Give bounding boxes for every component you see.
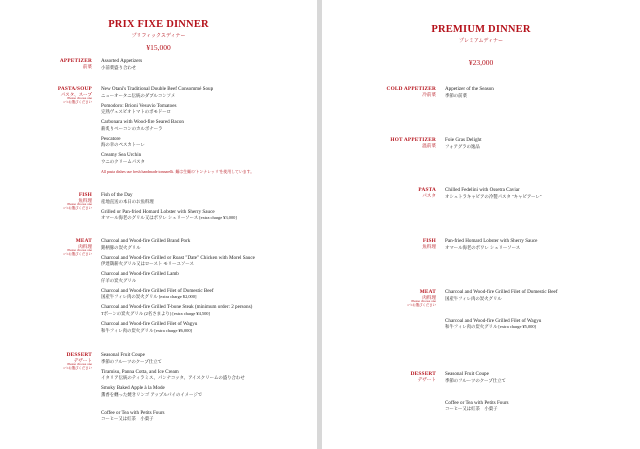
section-items [445, 371, 509, 416]
section-note: Please choose one 1つお選びください [407, 299, 436, 308]
section-label-jp: パスタ [422, 193, 436, 199]
dish-name-jp: オマール海老のポワレ シェリーソース [445, 244, 521, 250]
dish-name: Chilled Fedelini with Ossetra Caviar [445, 187, 520, 193]
dish-name-jp: 和牛フィレ肉の炭火グリル [extra charge ¥5,000] [445, 324, 537, 330]
dish-name: Seasonal Fruit Coupe [445, 371, 489, 377]
dish-name-jp: 季節の前菜 [445, 92, 467, 98]
section-label [0, 58, 92, 69]
dish-name: Charcoal and Wood-fire Grilled T-bone Steak (minimum order: 2 persons) [101, 304, 253, 311]
dish-name: Fish of the Day [101, 192, 133, 198]
section-label-en: APPETIZER [59, 58, 92, 64]
dish-name: Charcoal and Wood-fire Grilled Brand Pork [101, 238, 191, 244]
dish-name: Assorted Appetizers [101, 58, 143, 64]
dish-name: Creamy Sea Urchin [101, 152, 142, 159]
section-label-jp: 肉料理 [422, 295, 436, 301]
dish-name: Pescatore [101, 135, 121, 142]
dish-name: Coffee or Tea with Petits Fours [445, 399, 509, 406]
dish-name-jp: オマール海老のグリル又はポワレ シェリーソース [extra charge ¥3,000] [101, 215, 237, 221]
dish-name-jp: 仔羊の炭火グリル [101, 277, 137, 283]
section-items [101, 352, 245, 426]
menu-price: ¥15,000 [146, 43, 171, 52]
section-items [445, 238, 537, 255]
section-label [322, 289, 436, 308]
section-note: Please choose one 1つお選びください [63, 202, 92, 211]
section-label [322, 137, 436, 148]
dish-name-jp: ウニのクリームパスタ [101, 158, 145, 164]
dish-name-jp: Tボーンの炭火グリル (2名さまより) [extra charge ¥4,500] [101, 310, 210, 316]
dish-name: Tiramisu, Panna Cotta, and Ice Cream [101, 368, 179, 375]
dish-name-jp: 薫香を纏った焼きリンゴ アップルパイのイメージで [101, 391, 203, 397]
dish-name: Pomodoro: Brioni Vesuvio Tomatoes [101, 102, 177, 109]
dish-name: Charcoal and Wood-fire Grilled Filet of Domestic Beef [101, 287, 214, 294]
section-label [0, 352, 92, 371]
dish-name-jp: 銘柄豚の炭火グリル [101, 244, 141, 250]
section-label-en: FISH [422, 238, 436, 244]
section-label-en: PASTA/SOUP [57, 86, 92, 92]
section-label-jp: 魚料理 [78, 198, 92, 204]
dish-name-jp: 伊達鶏薪火グリル又はロースト モリーユソース [101, 261, 194, 267]
section-label [0, 238, 92, 257]
dish-name: Carbonara with Wood-fire Seared Bacon [101, 119, 184, 126]
dish-name-jp: 産地直送の本日のお魚料理 [101, 198, 154, 204]
dish-name-jp: 国産牛フィレ肉の炭火グリル [445, 295, 502, 301]
section-items [101, 86, 254, 180]
section-label-en: DESSERT [66, 352, 92, 358]
section-note: Please choose one 1つお選びください [63, 248, 92, 257]
dish-name-jp: ニューオータニ伝統のダブルコンソメ [101, 92, 176, 98]
dish-name-jp: イタリア伝統のティラミス、パンナコッタ、アイスクリームの盛り合わせ [101, 375, 245, 381]
menu-title: PRIX FIXE DINNER [108, 19, 209, 30]
section-note: Please choose one 1つお選びください [63, 362, 92, 371]
section-label [0, 192, 92, 211]
dish-name: Appetizer of the Season [445, 86, 494, 92]
prix-fixe-menu-page [0, 0, 317, 449]
section-items [101, 238, 255, 338]
dish-name-jp: 海の幸のペスカトーレ [101, 142, 145, 148]
section-label-jp: 冷前菜 [422, 92, 436, 98]
section-items [445, 86, 494, 103]
section-label-en: PASTA [418, 187, 436, 193]
dish-name-jp: コーヒー又は紅茶 小菓子 [445, 406, 498, 412]
dish-name-jp: 国産牛フィレ肉の炭火グリル [extra charge ¥2,000] [101, 294, 197, 300]
section-items [445, 289, 558, 334]
dish-name-jp: 薪炙りベーコンのカルボナーラ [101, 125, 163, 131]
dish-name: New Otani's Traditional Double Beef Consommé Soup [101, 86, 214, 92]
menu-subtitle: プリフィックスディナー [131, 34, 186, 39]
section-note: Please choose one 1つお選びください [63, 96, 92, 105]
section-label-en: MEAT [75, 238, 92, 244]
section-items [445, 187, 542, 204]
dish-name-jp: オシェトラキャビアの冷製パスタ "キャビアーレ" [445, 193, 542, 199]
section-label-jp: 肉料理 [78, 244, 92, 250]
premium-menu-page [322, 0, 640, 449]
section-label-en: FISH [78, 192, 92, 198]
section-label-jp: デザート [417, 377, 436, 383]
section-label [322, 86, 436, 97]
dish-name: Charcoal and Wood-fire Grilled or Roast "Date" Chicken with Morel Sauce [101, 254, 255, 261]
dish-name-jp: 小前菜盛り合わせ [101, 64, 137, 70]
section-label [322, 187, 436, 198]
dish-name: Charcoal and Wood-fire Grilled Filet of Wagyu [445, 317, 542, 324]
section-items [101, 58, 142, 75]
dish-name: Grilled or Pan-fried Homard Lobster with Sherry Sauce [101, 208, 215, 215]
section-label-en: DESSERT [410, 371, 436, 377]
dish-name-jp: 季節のフルーツのクープ仕立て [101, 358, 162, 364]
menu-title: PREMIUM DINNER [431, 24, 531, 35]
dish-name-jp: フォアグラの逸品 [445, 143, 480, 149]
section-label [322, 238, 436, 249]
dish-name-jp: 和牛フィレ肉の炭火グリル [extra charge ¥6,000] [101, 327, 193, 333]
section-label [322, 371, 436, 382]
section-label-en: COLD APPETIZER [386, 86, 436, 92]
dish-name-jp: 完熟ヴェスビオトマトのポモドーロ [101, 109, 172, 115]
dish-name: Coffee or Tea with Petits Fours [101, 409, 165, 416]
section-label-jp: 前菜 [82, 64, 92, 70]
menu-subtitle: プレミアムディナー [459, 39, 503, 44]
dish-name: Charcoal and Wood-fire Grilled Filet of Domestic Beef [445, 289, 558, 295]
dish-name: Charcoal and Wood-fire Grilled Lamb [101, 271, 179, 278]
section-label-jp: パスタ、スープ [60, 92, 92, 98]
section-label-en: HOT APPETIZER [390, 137, 436, 143]
section-label [0, 86, 92, 105]
section-label-jp: 温前菜 [422, 143, 436, 149]
dish-name-jp: 季節のフルーツのクープ仕立て [445, 377, 506, 383]
dish-name: Smoky Baked Apple à la Mode [101, 385, 165, 392]
dish-name: Pan-fried Homard Lobster with Sherry Sauce [445, 238, 538, 244]
dish-name-jp: コーヒー又は紅茶 小菓子 [101, 416, 154, 422]
dish-name: Foie Gras Delight [445, 137, 482, 143]
menu-price: ¥23,000 [468, 58, 494, 67]
dish-name: Seasonal Fruit Coupe [101, 352, 145, 358]
section-label-jp: 魚料理 [422, 244, 436, 250]
section-label-jp: デザート [73, 358, 92, 364]
section-items [445, 137, 482, 154]
section-items [101, 192, 237, 225]
pasta-note: All pasta dishes use fresh handmade tonnarelli. 麺は生麺の'トンナレッリ'を使用しています。 [101, 169, 255, 174]
section-label-en: MEAT [419, 289, 436, 295]
dish-name: Charcoal and Wood-fire Grilled Filet of Wagyu [101, 320, 198, 327]
